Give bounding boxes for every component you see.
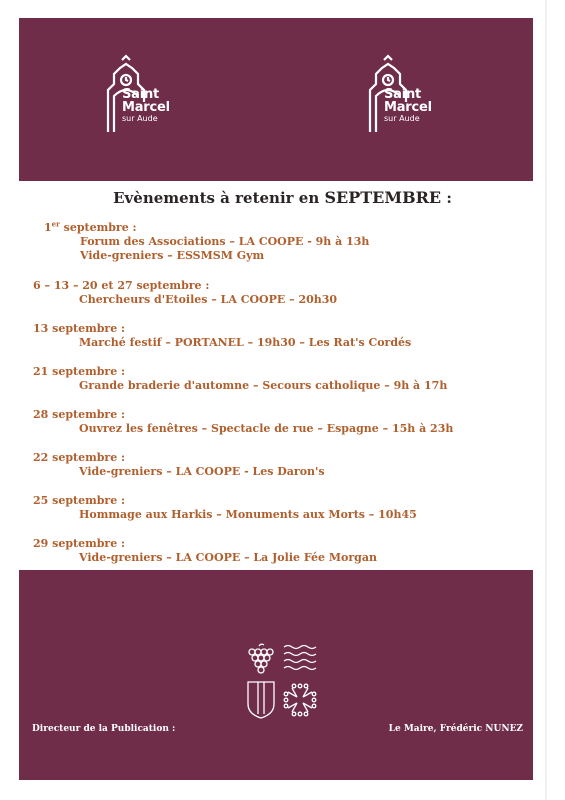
waves-icon [284,646,316,670]
event-4 [33,365,447,393]
event-7 [33,494,417,522]
event-1 [44,221,369,263]
logo-text [384,88,432,124]
event-8 [33,537,377,565]
event-date: 25 septembre : [33,494,126,507]
page-title [0,188,565,207]
event-date: 29 septembre : [33,537,126,550]
coat-of-arms [240,642,320,722]
event-date: 28 septembre : [33,408,126,421]
title-prefix: Evènements à retenir en [113,189,320,207]
event-5 [33,408,453,436]
event-line: Vide-greniers – LA COOPE – La Jolie Fée Morgan [79,551,377,564]
logo-text [122,88,170,124]
event-date: 6 – 13 – 20 et 27 septembre : [33,279,210,292]
event-line: Forum des Associations – LA COOPE - 9h à 13h [80,235,370,248]
grapes-icon [249,644,273,673]
logo-line1: Saint [384,87,422,102]
event-line: Hommage aux Harkis – Monuments aux Morts – 10h45 [79,508,417,521]
event-3 [33,322,411,350]
logo-left [100,50,200,150]
event-2 [33,279,337,307]
logo-line3: sur Aude [122,114,158,123]
logo-right [362,50,462,150]
shield-icon [248,682,274,718]
event-line: Ouvrez les fenêtres – Spectacle de rue – Espagne – 15h à 23h [79,422,454,435]
logo-line2: Marcel [384,100,432,115]
event-line: Vide-greniers – LA COOPE - Les Daron's [79,465,325,478]
logo-line1: Saint [122,87,160,102]
title-suffix: : [446,189,452,207]
logo-line2: Marcel [122,100,170,115]
mayor-signature-label: Le Maire, Frédéric NUNEZ [388,724,523,734]
logo-line3: sur Aude [384,114,420,123]
event-line: Vide-greniers – ESSMSM Gym [80,249,265,262]
occitan-cross-icon [284,684,316,716]
publication-director-label: Directeur de la Publication : [32,724,176,734]
title-month: SEPTEMBRE [324,188,442,207]
page-edge [545,0,547,800]
event-line: Chercheurs d'Etoiles – LA COOPE – 20h30 [79,293,338,306]
event-date: 21 septembre : [33,365,126,378]
event-date: 1er septembre : [44,219,137,234]
event-date: 13 septembre : [33,322,126,335]
event-6 [33,451,325,479]
event-line: Marché festif – PORTANEL – 19h30 – Les Rat's Cordés [79,336,412,349]
coat-of-arms-icon [240,642,320,722]
event-date: 22 septembre : [33,451,126,464]
event-line: Grande braderie d'automne – Secours catholique – 9h à 17h [79,379,448,392]
